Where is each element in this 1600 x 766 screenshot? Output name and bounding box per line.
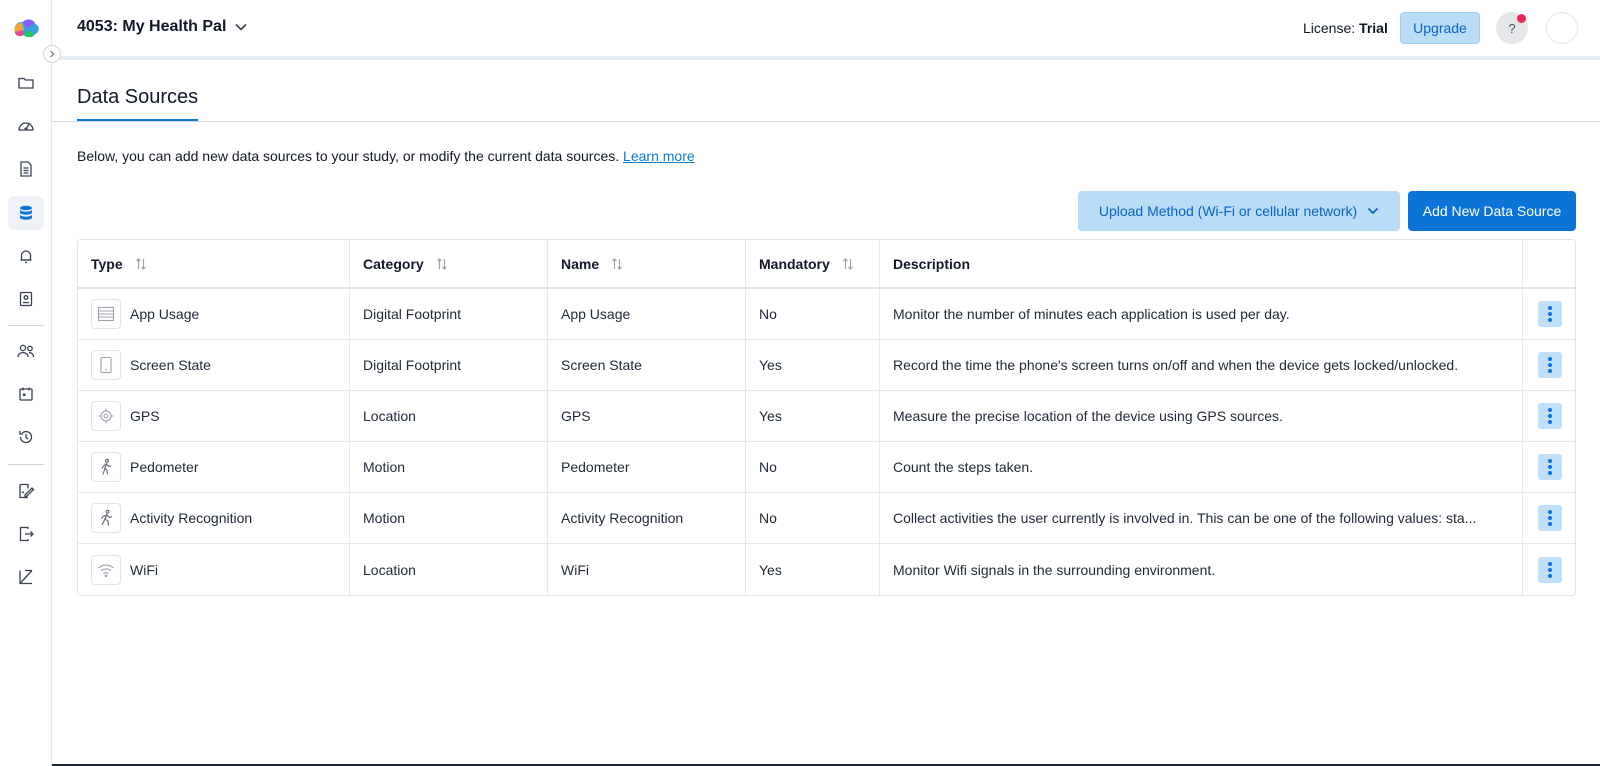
license-info [1303, 20, 1388, 36]
table-row[interactable] [78, 340, 1575, 391]
column-header-label: Name [561, 255, 600, 272]
type-label: Pedometer [130, 459, 199, 475]
category-cell: Digital Footprint [350, 340, 548, 390]
category-cell: Location [350, 391, 548, 441]
mandatory-cell: Yes [746, 544, 880, 595]
sidebar-item-notifications[interactable] [8, 239, 44, 273]
actions-cell [1523, 544, 1577, 595]
table-row[interactable] [78, 289, 1575, 340]
name-cell: Activity Recognition [548, 493, 746, 543]
type-label: GPS [130, 408, 160, 424]
column-header-label: Type [91, 255, 123, 272]
notification-dot [1517, 14, 1526, 23]
sidebar-item-history[interactable] [8, 420, 44, 454]
chevron-down-icon [234, 22, 248, 32]
column-header-mandatory[interactable] [746, 240, 880, 287]
upload-method-label: Upload Method (Wi-Fi or cellular network) [1098, 203, 1358, 219]
sort-icon[interactable] [135, 257, 147, 271]
chevron-down-icon [1367, 207, 1379, 215]
sidebar [0, 0, 52, 766]
wifi-icon [91, 555, 121, 585]
help-icon: ? [1508, 20, 1516, 36]
column-header-description [880, 240, 1523, 287]
sidebar-item-participants[interactable] [8, 334, 44, 368]
upload-method-dropdown[interactable] [1078, 191, 1400, 231]
description-text: Collect activities the user currently is involved in. This can be one of the following values: sta... [893, 510, 1477, 526]
type-cell [78, 391, 350, 441]
database-icon [17, 204, 35, 222]
tab-data-sources[interactable]: Data Sources [77, 86, 198, 122]
chevron-right-icon [48, 50, 56, 58]
users-icon [16, 342, 36, 360]
mandatory-cell: No [746, 442, 880, 492]
table-row[interactable] [78, 493, 1575, 544]
upgrade-button[interactable]: Upgrade [1400, 12, 1480, 44]
table-row[interactable] [78, 442, 1575, 493]
description-cell [880, 493, 1523, 543]
add-new-data-source-button[interactable]: Add New Data Source [1408, 191, 1576, 231]
history-icon [17, 428, 35, 446]
learn-more-link[interactable]: Learn more [623, 148, 695, 164]
category-cell: Motion [350, 442, 548, 492]
description-text: Record the time the phone's screen turns on/off and when the device gets locked/unlocked. [893, 357, 1459, 373]
table-header-row [78, 240, 1575, 289]
row-actions-kebab-icon[interactable] [1538, 505, 1562, 531]
type-cell [78, 544, 350, 595]
type-cell [78, 340, 350, 390]
actions-cell [1523, 289, 1577, 339]
sidebar-item-documents[interactable] [8, 152, 44, 186]
license-label: License: [1303, 20, 1356, 36]
app-usage-icon [91, 299, 121, 329]
sidebar-collapse-toggle[interactable] [43, 45, 61, 63]
sidebar-item-dashboard[interactable] [8, 109, 44, 143]
bell-icon [17, 247, 35, 265]
description-text: Count the steps taken. [893, 459, 1034, 475]
tabs-divider [52, 121, 1600, 122]
project-selector[interactable] [77, 18, 248, 36]
table-row[interactable] [78, 544, 1575, 595]
row-actions-kebab-icon[interactable] [1538, 301, 1562, 327]
sidebar-item-consent[interactable] [8, 474, 44, 508]
type-label: App Usage [130, 306, 200, 322]
mandatory-cell: Yes [746, 340, 880, 390]
actions-cell [1523, 340, 1577, 390]
sidebar-item-analytics[interactable] [8, 560, 44, 594]
type-label: Screen State [130, 357, 211, 373]
type-cell [78, 289, 350, 339]
folder-icon [17, 74, 35, 92]
app-logo [12, 18, 40, 40]
description-text: Measure the precise location of the device using GPS sources. [893, 408, 1283, 424]
category-cell: Location [350, 544, 548, 595]
type-cell [78, 442, 350, 492]
name-cell: WiFi [548, 544, 746, 595]
description-cell [880, 391, 1523, 441]
actions-cell [1523, 493, 1577, 543]
description-text: Monitor the number of minutes each application is used per day. [893, 306, 1290, 322]
column-header-label: Mandatory [759, 255, 830, 272]
type-label: WiFi [130, 561, 158, 578]
row-actions-kebab-icon[interactable] [1538, 454, 1562, 480]
actions-cell [1523, 391, 1577, 441]
type-label: Activity Recognition [130, 510, 253, 526]
row-actions-kebab-icon[interactable] [1538, 557, 1562, 583]
signature-icon [17, 482, 35, 500]
description-text: Monitor Wifi signals in the surrounding environment. [893, 561, 1216, 578]
sidebar-item-participants-card[interactable] [8, 282, 44, 316]
calendar-icon [17, 385, 35, 403]
description-cell [880, 442, 1523, 492]
pedometer-icon [91, 452, 121, 482]
row-actions-kebab-icon[interactable] [1538, 352, 1562, 378]
mandatory-cell: Yes [746, 391, 880, 441]
name-cell: GPS [548, 391, 746, 441]
mandatory-cell: No [746, 493, 880, 543]
contact-card-icon [17, 290, 35, 308]
data-sources-table [77, 239, 1576, 596]
avatar[interactable] [1546, 12, 1578, 44]
column-header-label: Description [893, 255, 971, 272]
sidebar-item-schedule[interactable] [8, 377, 44, 411]
project-title: 4053: My Health Pal [77, 18, 227, 35]
intro-text-block [77, 148, 695, 164]
header-divider [52, 56, 1600, 60]
sidebar-item-export[interactable] [8, 517, 44, 551]
sidebar-divider [8, 464, 44, 465]
sidebar-item-studies[interactable] [8, 66, 44, 100]
category-cell: Motion [350, 493, 548, 543]
license-value: Trial [1359, 20, 1388, 36]
description-cell [880, 544, 1523, 595]
name-cell: Pedometer [548, 442, 746, 492]
column-header-type[interactable] [78, 240, 350, 287]
column-header-category[interactable] [350, 240, 548, 287]
category-cell: Digital Footprint [350, 289, 548, 339]
activity-recognition-icon [91, 503, 121, 533]
column-header-actions [1523, 240, 1577, 287]
column-header-name[interactable] [548, 240, 746, 287]
screen-state-icon [91, 350, 121, 380]
description-cell [880, 340, 1523, 390]
description-cell [880, 289, 1523, 339]
table-row[interactable] [78, 391, 1575, 442]
actions-cell [1523, 442, 1577, 492]
gps-icon [91, 401, 121, 431]
name-cell: Screen State [548, 340, 746, 390]
mandatory-cell: No [746, 289, 880, 339]
document-icon [17, 160, 35, 178]
analytics-icon [17, 568, 35, 586]
intro-text: Below, you can add new data sources to your study, or modify the current data sources. [77, 148, 620, 164]
column-header-label: Category [363, 255, 424, 272]
sidebar-divider [8, 325, 44, 326]
sort-icon[interactable] [611, 257, 623, 271]
export-icon [17, 525, 35, 543]
name-cell: App Usage [548, 289, 746, 339]
sort-icon[interactable] [436, 257, 448, 271]
dashboard-icon [17, 117, 35, 135]
sort-icon[interactable] [842, 257, 854, 271]
row-actions-kebab-icon[interactable] [1538, 403, 1562, 429]
sidebar-item-data-sources[interactable] [8, 196, 44, 230]
type-cell [78, 493, 350, 543]
